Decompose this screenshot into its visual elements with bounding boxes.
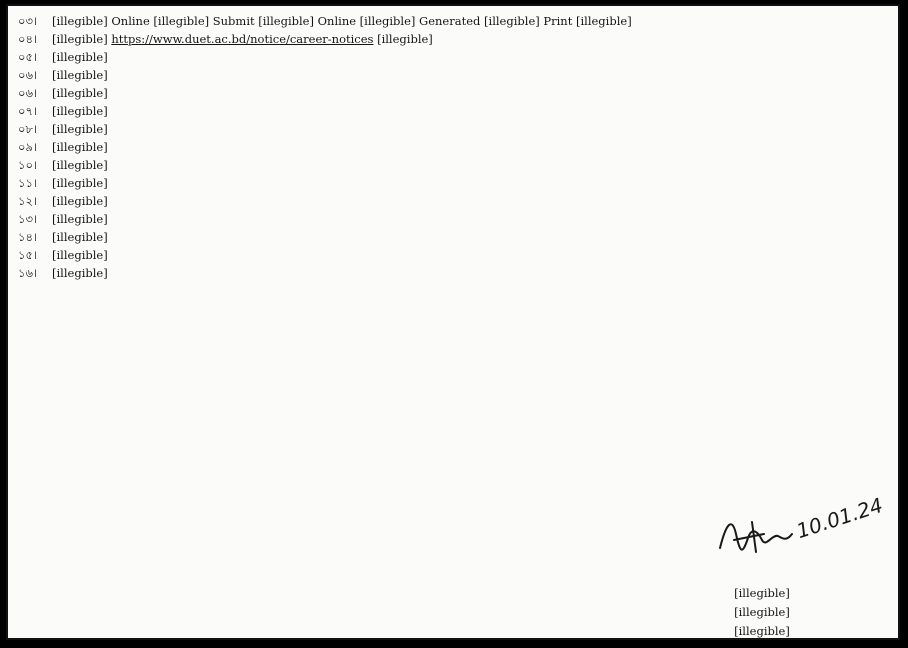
- signature-date: 10.01.24: [793, 492, 886, 544]
- signatory-title: [illegible]: [734, 605, 790, 619]
- item-number: ০৮।: [18, 122, 38, 136]
- item-number: ০৭।: [18, 104, 38, 118]
- item-number: ১৪।: [18, 230, 38, 244]
- notice-list: [18, 12, 888, 282]
- item-number: ০৩।: [18, 14, 38, 28]
- notice-item-11: [18, 174, 888, 192]
- item-number: ০৪।: [18, 32, 38, 46]
- item-text: [illegible]: [52, 68, 108, 82]
- notice-item-12: [18, 192, 888, 210]
- item-number: ০৬।: [18, 68, 38, 82]
- item-text: [illegible]: [52, 266, 108, 280]
- notice-item-06a: [18, 66, 888, 84]
- item-number: ০৫।: [18, 50, 38, 64]
- item-text: [illegible]: [52, 194, 108, 208]
- notice-item-09: [18, 138, 888, 156]
- item-number: ১০।: [18, 158, 38, 172]
- notice-item-06b: [18, 84, 888, 102]
- signature-block: [662, 584, 862, 640]
- item-number: ১৩।: [18, 212, 38, 226]
- item-number: ১২।: [18, 194, 38, 208]
- notice-item-16: [18, 264, 888, 282]
- item-text-before-link: [illegible]: [52, 32, 108, 46]
- item-text: [illegible]: [52, 248, 108, 262]
- item-text: [illegible]: [52, 158, 108, 172]
- item-text: [illegible]: [52, 140, 108, 154]
- notice-item-10: [18, 156, 888, 174]
- career-notices-link[interactable]: https://www.duet.ac.bd/notice/career-notices: [111, 32, 374, 46]
- item-text: [52, 30, 888, 48]
- item-text-after-link: [illegible]: [377, 32, 433, 46]
- item-number: ১৫।: [18, 248, 38, 262]
- notice-item-03: [18, 12, 888, 30]
- item-number: ১১।: [18, 176, 38, 190]
- item-text: [illegible]: [52, 230, 108, 244]
- notice-item-07: [18, 102, 888, 120]
- item-number: ০৯।: [18, 140, 38, 154]
- notice-item-04: [18, 30, 888, 48]
- notice-item-14: [18, 228, 888, 246]
- notice-item-08: [18, 120, 888, 138]
- notice-item-15: [18, 246, 888, 264]
- signatory-name: [illegible]: [734, 586, 790, 600]
- office-phone: [illegible]: [734, 624, 790, 638]
- item-number: ১৬।: [18, 266, 38, 280]
- item-text: [illegible]: [52, 212, 108, 226]
- item-text: [illegible]: [52, 104, 108, 118]
- item-text: [illegible]: [52, 50, 108, 64]
- item-text: [illegible] Online [illegible] Submit [illegible] Online [illegible] Generated [illegible] Print [illegible]: [52, 14, 632, 28]
- item-text: [illegible]: [52, 176, 108, 190]
- item-text: [illegible]: [52, 86, 108, 100]
- item-number: ০৬।: [18, 86, 38, 100]
- notice-page: [6, 4, 900, 640]
- notice-item-13: [18, 210, 888, 228]
- notice-item-05: [18, 48, 888, 66]
- item-text: [illegible]: [52, 122, 108, 136]
